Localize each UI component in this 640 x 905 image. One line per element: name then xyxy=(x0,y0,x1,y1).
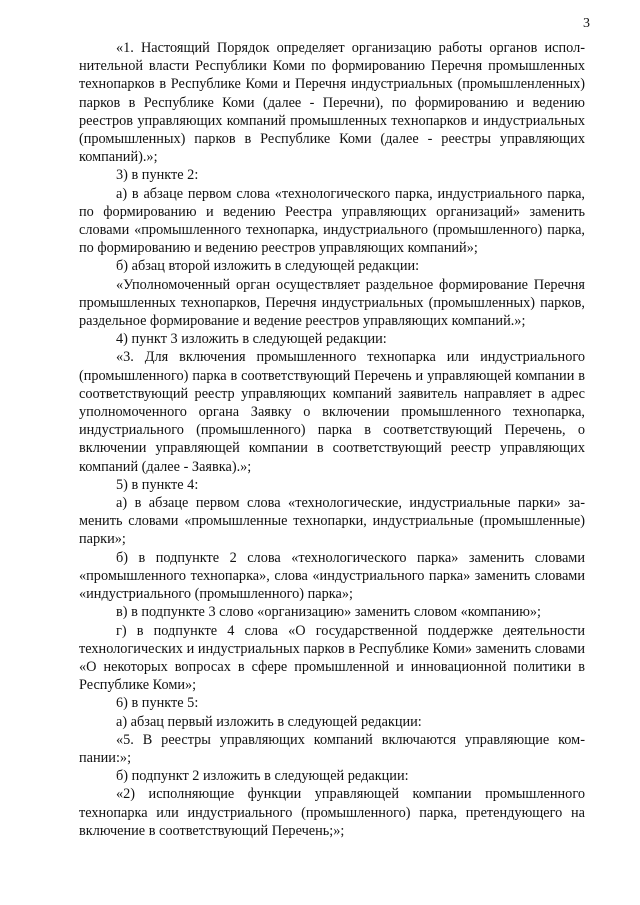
paragraph-item-4-text: «3. Для включения промышленного технопарка или индустриального (промышленного) парка в соответствующий Перечень и управляющей компании в соответствующий реестр управляющих компаний заявитель направляет в адрес уполномоченного органа Заявку о включении промышленного технопарка, индустриального (промышленного) парка в соответствующий Перечень, о включении управляющей компании в соответствующий реестр управляющих компаний (далее - Заявка).»; xyxy=(79,349,585,475)
paragraph-item-5b: б) в подпункте 2 слова «технологического парка» заменить словами «промышленного технопарка», слова «индустриального парка» заменить словами «индустриального (промышленного) парка»; xyxy=(79,549,585,603)
paragraph-item-6: 6) в пункте 5: xyxy=(116,695,199,712)
paragraph-item-6a: а) абзац первый изложить в следующей редакции: xyxy=(116,713,422,730)
document-body xyxy=(79,39,585,840)
paragraph-item-4: 4) пункт 3 изложить в следующей редакции: xyxy=(116,331,387,348)
paragraph-item-3b: б) абзац второй изложить в следующей редакции: xyxy=(116,258,420,275)
page-number: 3 xyxy=(583,16,590,31)
paragraph-item-5a: а) в абзаце первом слова «технологические, индустриальные парки» заменить словами «промышленные технопарки, индустриальные (промышленные) парки»; xyxy=(79,495,585,548)
paragraph-item-6b: б) подпункт 2 изложить в следующей редакции: xyxy=(116,768,409,785)
paragraph-item-6a-text: «5. В реестры управляющих компаний включаются управляющие компании:»; xyxy=(79,731,585,766)
paragraph-amendment-point-1: «1. Настоящий Порядок определяет организацию работы органов исполнительной власти Республики Коми по формированию Перечня промышленных технопарков в Республике Коми и Перечня индустриальных (промышленленных) парков в Республике Коми (далее - Перечни), по формированию и ведению реестров управляющих компаний промышленных технопарков и индустриальных (промышленных) парков в Республике Коми (далее - реестры управляющих компаний).»; xyxy=(79,40,585,166)
paragraph-item-3: 3) в пункте 2: xyxy=(116,167,199,184)
paragraph-item-5g: г) в подпункте 4 слова «О государственной поддержке деятельности технологических и индустриальных парков в Республике Коми» заменить словами «О некоторых вопросах в сфере промышленной и инновационной политики в Республике Коми»; xyxy=(79,622,585,694)
paragraph-item-5v: в) в подпункте 3 слово «организацию» заменить словом «компанию»; xyxy=(116,604,542,621)
paragraph-item-3a: а) в абзаце первом слова «технологического парка, индустриального парка, по формированию и ведению Реестра управляющих организаций» заменить словами «промышленного технопарка, индустриального (промышленного) парка, по формированию и ведению реестров управляющих компаний»; xyxy=(79,185,585,257)
paragraph-item-6b-text: «2) исполняющие функции управляющей компании промышленного технопарка или индустриального (промышленного) парка, претендующего на включение в соответствующий Перечень;»; xyxy=(79,786,585,839)
paragraph-item-3b-text: «Уполномоченный орган осуществляет раздельное формирование Перечня промышленных технопарков, Перечня индустриальных (промышленных) парков, раздельное формирование и ведение реестров управляющих компаний.»; xyxy=(79,276,585,330)
paragraph-item-5: 5) в пункте 4: xyxy=(116,476,199,493)
